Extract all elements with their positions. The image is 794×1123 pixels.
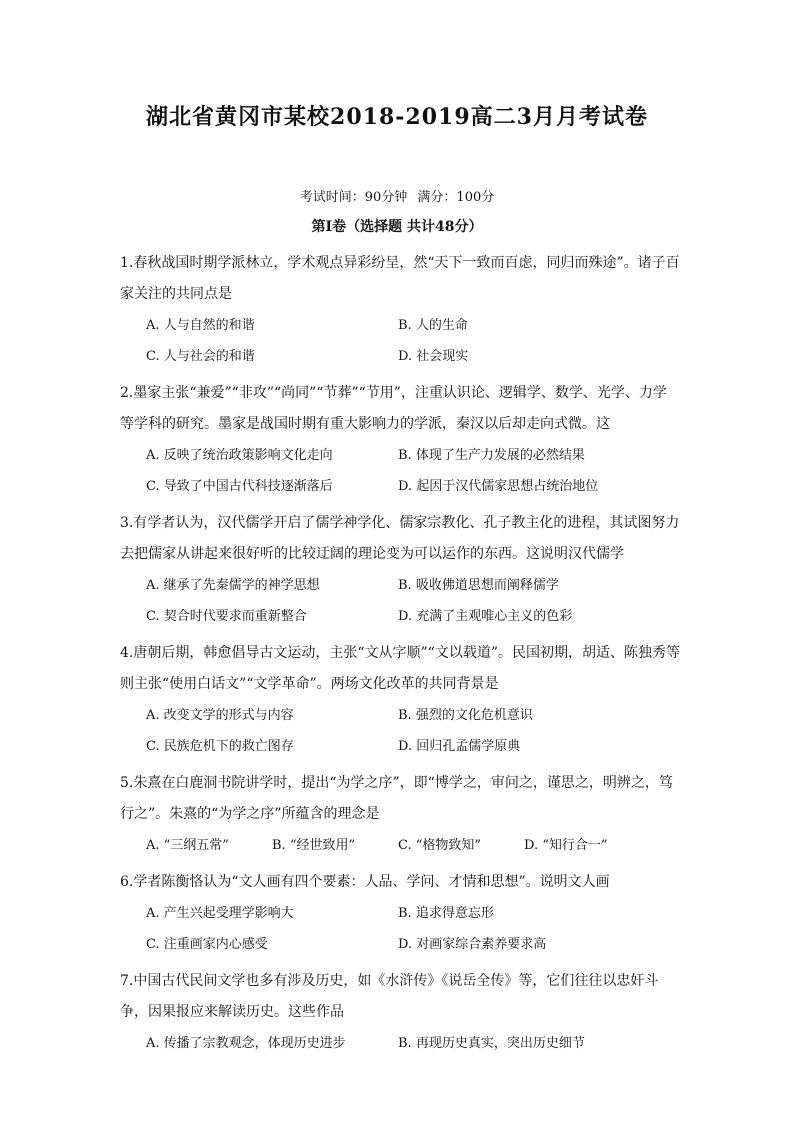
option-c: C. 导致了中国古代科技逐渐落后 <box>146 479 333 494</box>
question-stem: 1.春秋战国时期学派林立，学术观点异彩纷呈，然“天下一致而百虑，同归而殊途”。诸子百家关注的共同点是 <box>120 255 680 302</box>
option-d: D. 社会现实 <box>398 349 469 364</box>
question-list <box>120 248 680 1065</box>
option-a: A. 人与自然的和谐 <box>146 318 255 333</box>
question-7 <box>120 966 680 1059</box>
option-c: C. “格物致知” <box>398 838 482 853</box>
question-2 <box>120 378 680 502</box>
option-a: A. “三纲五常” <box>146 838 229 853</box>
option-a: A. 反映了统治政策影响文化走向 <box>146 448 333 463</box>
option-a: A. 改变文学的形式与内容 <box>146 708 294 723</box>
option-b: B. “经世致用” <box>272 838 356 853</box>
option-grid <box>120 440 680 502</box>
question-4 <box>120 638 680 762</box>
option-d: D. 对画家综合素养要求高 <box>398 937 547 952</box>
option-b: B. 再现历史真实，突出历史细节 <box>398 1036 585 1051</box>
question-1 <box>120 248 680 372</box>
question-stem: 5.朱熹在白鹿洞书院讲学时，提出“为学之序”，即“博学之，审问之，谨思之，明辨之，笃行之”。朱熹的“为学之序”所蕴含的理念是 <box>120 775 673 822</box>
option-d: D. 回归孔孟儒学原典 <box>398 739 521 754</box>
question-stem: 7.中国古代民间文学也多有涉及历史，如《水浒传》《说岳全传》等，它们往往以忠奸斗争，因果报应来解读历史。这些作品 <box>120 973 659 1020</box>
question-stem: 2.墨家主张“兼爱”“非攻”“尚同”“节葬”“节用”，注重认识论、逻辑学、数学、光学、力学等学科的研究。墨家是战国时期有重大影响力的学派，秦汉以后却走向式微。这 <box>120 385 667 432</box>
option-b: B. 人的生命 <box>398 318 468 333</box>
option-d: D. “知行合一” <box>524 838 608 853</box>
option-d: D. 充满了主观唯心主义的色彩 <box>398 609 573 624</box>
option-grid <box>120 570 680 632</box>
option-grid <box>120 310 680 372</box>
question-stem: 6.学者陈衡恪认为“文人画有四个要素：人品、学问、才情和思想”。说明文人画 <box>120 874 610 890</box>
question-6 <box>120 867 680 960</box>
option-b: B. 强烈的文化危机意识 <box>398 708 533 723</box>
option-a: A. 产生兴起受理学影响大 <box>146 906 294 921</box>
question-stem: 3.有学者认为，汉代儒学开启了儒学神学化、儒家宗教化、孔子教主化的进程，其试图努力去把儒家从讲起来很好听的比较迂阔的理论变为可以运作的东西。这说明汉代儒学 <box>120 515 680 562</box>
option-grid <box>120 898 680 960</box>
option-a: A. 传播了宗教观念，体现历史进步 <box>146 1036 346 1051</box>
option-c: C. 民族危机下的救亡图存 <box>146 739 294 754</box>
option-grid <box>120 700 680 762</box>
option-c: C. 契合时代要求而重新整合 <box>146 609 307 624</box>
option-b: B. 体现了生产力发展的必然结果 <box>398 448 585 463</box>
option-grid <box>120 830 680 861</box>
section-heading: 第Ⅰ卷（选择题 共计48分） <box>311 219 483 235</box>
option-b: B. 吸收佛道思想而阐释儒学 <box>398 578 559 593</box>
question-5 <box>120 768 680 861</box>
option-c: C. 注重画家内心感受 <box>146 937 268 952</box>
option-c: C. 人与社会的和谐 <box>146 349 255 364</box>
exam-meta: 考试时间：90分钟 满分：100分 <box>299 190 495 205</box>
option-grid <box>120 1028 680 1059</box>
question-3 <box>120 508 680 632</box>
question-stem: 4.唐朝后期，韩愈倡导古文运动，主张“文从字顺”“文以载道”。民国初期，胡适、陈独秀等则主张“使用白话文”“文学革命”。两场文化改革的共同背景是 <box>120 645 680 692</box>
exam-title: 湖北省黄冈市某校2018-2019高二3月月考试卷 <box>146 104 648 130</box>
option-d: D. 起因于汉代儒家思想占统治地位 <box>398 479 599 494</box>
option-a: A. 继承了先秦儒学的神学思想 <box>146 578 320 593</box>
option-b: B. 追求得意忘形 <box>398 906 494 921</box>
